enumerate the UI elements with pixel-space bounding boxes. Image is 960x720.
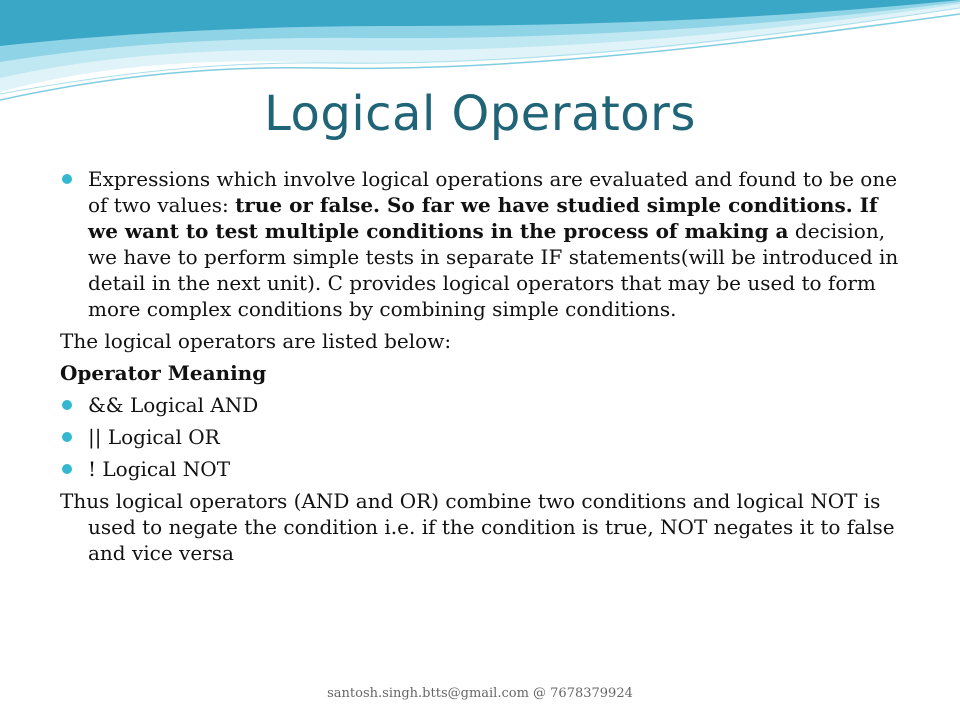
bullet-dot-icon: [62, 464, 72, 474]
intro-text-part2: decision, we have to perform simple tests in separate IF statements(will be introduced in detail in the next unit). C provides logical operators that may be used to form more complex conditions by combining simple conditions.: [88, 219, 899, 321]
listed-line: The logical operators are listed below:: [60, 329, 452, 353]
operator-and-text: && Logical AND: [88, 393, 259, 417]
bullet-dot-icon: [62, 432, 72, 442]
operator-or-text: || Logical OR: [88, 425, 220, 449]
intro-text-bold: true or false. So far we have studied simple conditions. If we want to test multiple conditions in the process of making a: [88, 193, 878, 243]
operator-not-text: ! Logical NOT: [88, 457, 231, 481]
bullet-dot-icon: [62, 174, 72, 184]
intro-text-part1: Expressions which involve logical operations are evaluated and found to be one of two values:: [88, 167, 898, 217]
footer-contact: santosh.singh.btts@gmail.com @ 7678379924: [327, 686, 633, 701]
slide-title: Logical Operators: [264, 86, 696, 142]
closing-paragraph: Thus logical operators (AND and OR) combine two conditions and logical NOT is used to negate the condition i.e. if the condition is true, NOT negates it to false and vice versa: [60, 489, 895, 565]
operator-item-or: [60, 424, 910, 450]
operator-item-not: [60, 456, 910, 482]
bullet-dot-icon: [62, 400, 72, 410]
operator-item-and: [60, 392, 910, 418]
intro-bullet: [60, 166, 910, 322]
table-heading: Operator Meaning: [60, 361, 267, 385]
slide-body: [60, 166, 910, 572]
